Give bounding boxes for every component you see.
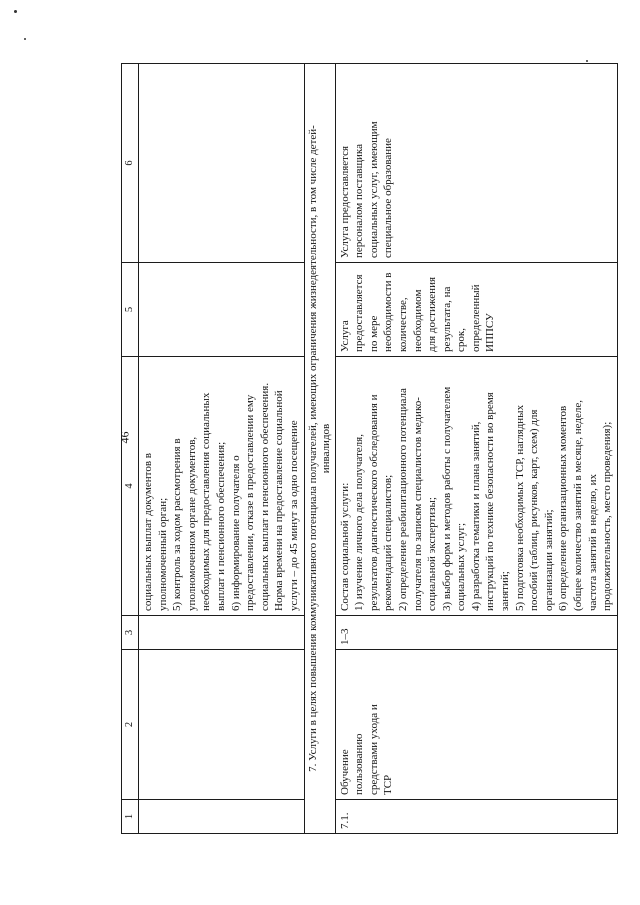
text-line: Норма времени на предоставление социальной bbox=[273, 390, 286, 611]
text-line: продолжительность, место проведения); bbox=[601, 421, 614, 611]
table-cell bbox=[139, 64, 305, 263]
text-line: (общее количество занятий в месяце, неделе, bbox=[572, 399, 585, 611]
column-number: 2 bbox=[122, 650, 139, 800]
continuation-row bbox=[139, 64, 305, 834]
section-heading-row bbox=[304, 64, 335, 834]
row-number: 7.1. bbox=[335, 800, 617, 834]
text-line: количестве, bbox=[396, 297, 409, 352]
text-line: необходимых для предоставления социальных bbox=[200, 392, 213, 611]
column-number: 4 bbox=[122, 357, 139, 616]
text-line: услуги – до 45 минут за одно посещение bbox=[287, 420, 300, 611]
text-line: уполномоченном органе документов, bbox=[185, 436, 198, 611]
text-line: результатов диагностического обследования и bbox=[367, 394, 380, 611]
page-number: 46 bbox=[117, 431, 132, 444]
text-line: уполномоченный орган; bbox=[156, 497, 169, 611]
text-line: ИППСУ bbox=[484, 313, 497, 352]
text-line: 6) информирование получателя о bbox=[229, 455, 242, 611]
text-line: 6) определение организационных моментов bbox=[557, 405, 570, 611]
text-line: Обучение bbox=[338, 749, 351, 795]
table-cell bbox=[139, 616, 305, 650]
text-line: персоналом поставщика bbox=[353, 144, 366, 258]
text-line: рекомендаций специалистов; bbox=[382, 474, 395, 611]
text-line: необходимости в bbox=[382, 272, 395, 352]
column-number: 5 bbox=[122, 263, 139, 357]
service-staff bbox=[335, 64, 617, 263]
text-line: организации занятий; bbox=[542, 509, 555, 611]
text-line: ТСР bbox=[382, 774, 395, 795]
text-line: пособий (таблиц, рисунков, карт, схем) для bbox=[528, 409, 541, 611]
column-number: 1 bbox=[122, 800, 139, 834]
text-line: средствами ухода и bbox=[367, 704, 380, 795]
scan-speck bbox=[24, 38, 26, 40]
column-number: 3 bbox=[122, 616, 139, 650]
text-line: социальных услуг; bbox=[455, 522, 468, 611]
text-line: результата, на bbox=[440, 286, 453, 352]
section-title-line: инвалидов bbox=[319, 423, 332, 474]
column-number-row bbox=[122, 64, 139, 834]
table-row bbox=[335, 64, 617, 834]
text-line: выплат и пенсионного обеспечения; bbox=[214, 441, 227, 611]
text-line: социальных выплат и пенсионного обеспечения. bbox=[258, 382, 271, 611]
section-title-line: 7. Услуги в целях повышения коммуникативного потенциала получателей, имеющих ограничения жизнедеятельности, в том числе детей- bbox=[306, 125, 319, 772]
table-cell bbox=[139, 263, 305, 357]
column-number: 6 bbox=[122, 64, 139, 263]
text-line: по мере bbox=[367, 315, 380, 352]
text-line: 5) контроль за ходом рассмотрения в bbox=[171, 438, 184, 611]
service-description bbox=[335, 357, 617, 616]
text-line: специальное образование bbox=[382, 138, 395, 258]
table-cell bbox=[139, 800, 305, 834]
scan-speck bbox=[14, 10, 17, 13]
text-line: социальных услуг, имеющим bbox=[367, 121, 380, 258]
text-line: 2) определение реабилитационного потенциала bbox=[396, 388, 409, 611]
continuation-description bbox=[139, 357, 305, 616]
service-terms bbox=[335, 263, 617, 357]
text-line: для достижения bbox=[426, 276, 439, 352]
text-line: срок, bbox=[455, 328, 468, 352]
text-line: социальной экспертизы; bbox=[426, 497, 439, 611]
service-code: 1–3 bbox=[335, 616, 617, 650]
text-line: Состав социальной услуги: bbox=[338, 482, 351, 611]
services-table bbox=[121, 63, 618, 834]
text-line: 5) подготовка необходимых ТСР, наглядных bbox=[513, 404, 526, 611]
service-name bbox=[335, 650, 617, 800]
text-line: Услуга предоставляется bbox=[338, 145, 351, 258]
text-line: необходимом bbox=[411, 289, 424, 352]
text-line: 4) разработка тематики и плана занятий, bbox=[469, 421, 482, 611]
text-line: занятий; bbox=[499, 571, 512, 611]
text-line: получателя по записям специалистов медико- bbox=[411, 397, 424, 611]
text-line: социальных выплат документов в bbox=[142, 453, 154, 611]
text-line: определенный bbox=[469, 284, 482, 352]
table-cell bbox=[139, 650, 305, 800]
section-7-heading bbox=[304, 64, 335, 834]
text-line: частота занятий в неделю, их bbox=[586, 473, 599, 611]
text-line: 1) изучение личного дела получателя, bbox=[353, 434, 366, 611]
text-line: пользованию bbox=[353, 733, 366, 795]
text-line: 3) выбор форм и методов работы с получателем bbox=[440, 386, 453, 611]
text-line: Услуга bbox=[338, 320, 351, 352]
text-line: инструкций по технике безопасности во время bbox=[484, 392, 497, 611]
text-line: предоставляется bbox=[353, 274, 366, 352]
scan-speck bbox=[586, 60, 588, 62]
rotated-table-frame bbox=[121, 64, 614, 834]
text-line: предоставлении, отказе в предоставлении ему bbox=[244, 394, 257, 611]
